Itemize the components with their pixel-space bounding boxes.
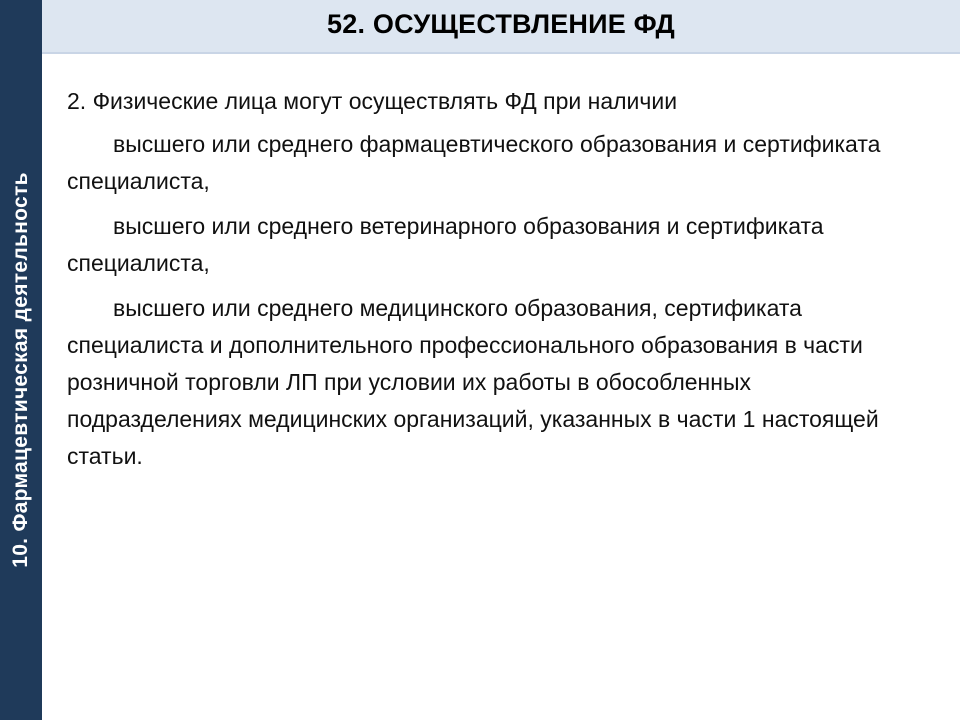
section-sidebar xyxy=(0,0,42,720)
section-label: 10. Фармацевтическая деятельность xyxy=(9,172,32,568)
intro-paragraph: 2. Физические лица могут осуществлять ФД при наличии xyxy=(67,88,678,114)
slide-body xyxy=(67,83,922,483)
requirement-item-veterinary: высшего или среднего ветеринарного образования и сертификата специалиста, xyxy=(67,213,824,276)
requirement-item-pharmaceutical: высшего или среднего фармацевтического образования и сертификата специалиста, xyxy=(67,131,881,194)
slide-title: 52. ОСУЩЕСТВЛЕНИЕ ФД xyxy=(327,9,675,39)
requirement-item-medical: высшего или среднего медицинского образования, сертификата специалиста и дополнительного профессионального образования в части розничной торговли ЛП при условии их работы в обособленных подразделениях медицинских организаций, указанных в части 1 настоящей статьи. xyxy=(67,295,879,469)
title-bar xyxy=(42,0,960,54)
